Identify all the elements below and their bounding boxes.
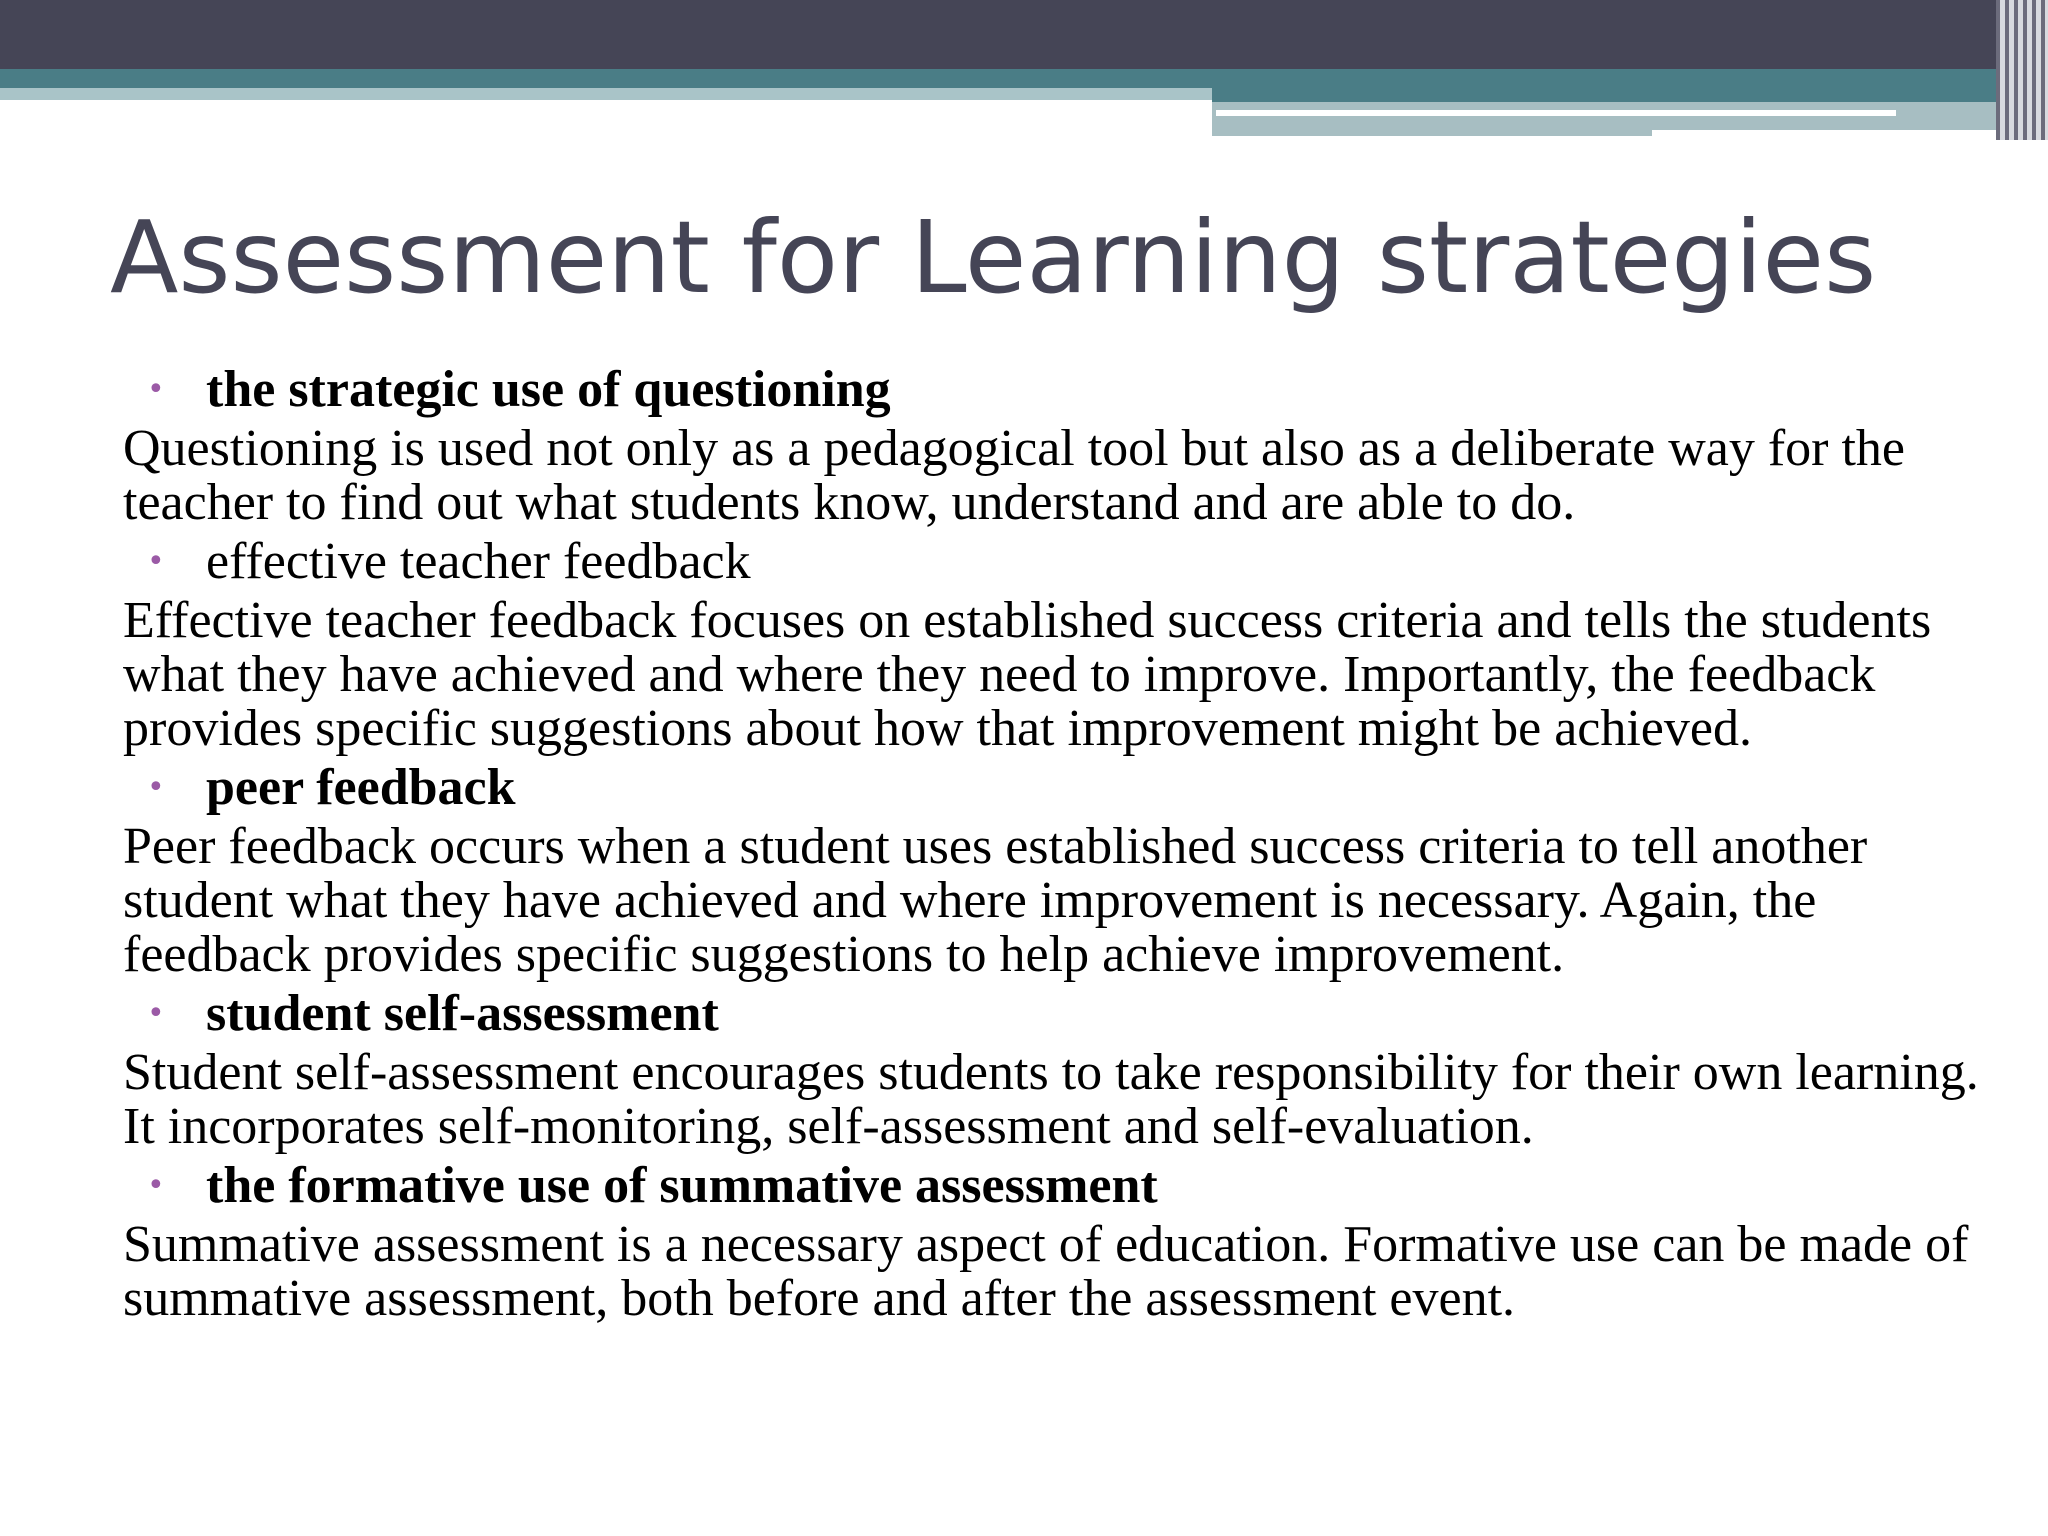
bullet-item xyxy=(123,982,2003,1046)
bullet-heading: peer feedback xyxy=(206,759,516,816)
bullet-heading: the strategic use of questioning xyxy=(206,361,891,418)
bullet-description: Student self-assessment encourages students to take responsibility for their own learning. It incorporates self-monitoring, self-assessment and self-evaluation. xyxy=(123,1044,1979,1155)
bullet-icon: • xyxy=(147,1168,165,1203)
bullet-icon: • xyxy=(147,996,165,1031)
header-band-teal-right xyxy=(1212,88,2048,102)
bullet-heading: effective teacher feedback xyxy=(206,533,751,590)
bullet-item xyxy=(123,756,2003,820)
bullet-description: Summative assessment is a necessary aspect of education. Formative use can be made of summative assessment, both before and after the assessment event. xyxy=(123,1216,1969,1327)
slide-body xyxy=(123,358,2003,1326)
slide-title: Assessment for Learning strategies xyxy=(110,199,1877,316)
bullet-icon: • xyxy=(147,770,165,805)
bullet-item xyxy=(123,530,2003,594)
bullet-icon: • xyxy=(147,544,165,579)
bullet-description: Effective teacher feedback focuses on established success criteria and tells the students what they have achieved and where they need to improve. Importantly, the feedback provides specific suggestions about how that improvement might be achieved. xyxy=(123,592,1932,757)
header-accent-line xyxy=(1216,110,1896,116)
header-band-light xyxy=(0,88,1212,100)
bullet-heading: the formative use of summative assessment xyxy=(206,1157,1158,1214)
bullet-item xyxy=(123,1154,2003,1218)
bullet-heading: student self-assessment xyxy=(206,985,719,1042)
bullet-description: Peer feedback occurs when a student uses established success criteria to tell another student what they have achieved and where improvement is necessary. Again, the feedback provides specific suggestions to help achieve improvement. xyxy=(123,818,1868,983)
bullet-icon: • xyxy=(147,372,165,407)
bullet-item xyxy=(123,358,2003,422)
header-stripes xyxy=(1996,0,2048,140)
bullet-description: Questioning is used not only as a pedagogical tool but also as a deliberate way for the teacher to find out what students know, understand and are able to do. xyxy=(123,420,1905,531)
header-band-teal xyxy=(0,69,2048,88)
header-band-dark xyxy=(0,0,2048,69)
header-accent-line-short xyxy=(1652,130,2048,136)
